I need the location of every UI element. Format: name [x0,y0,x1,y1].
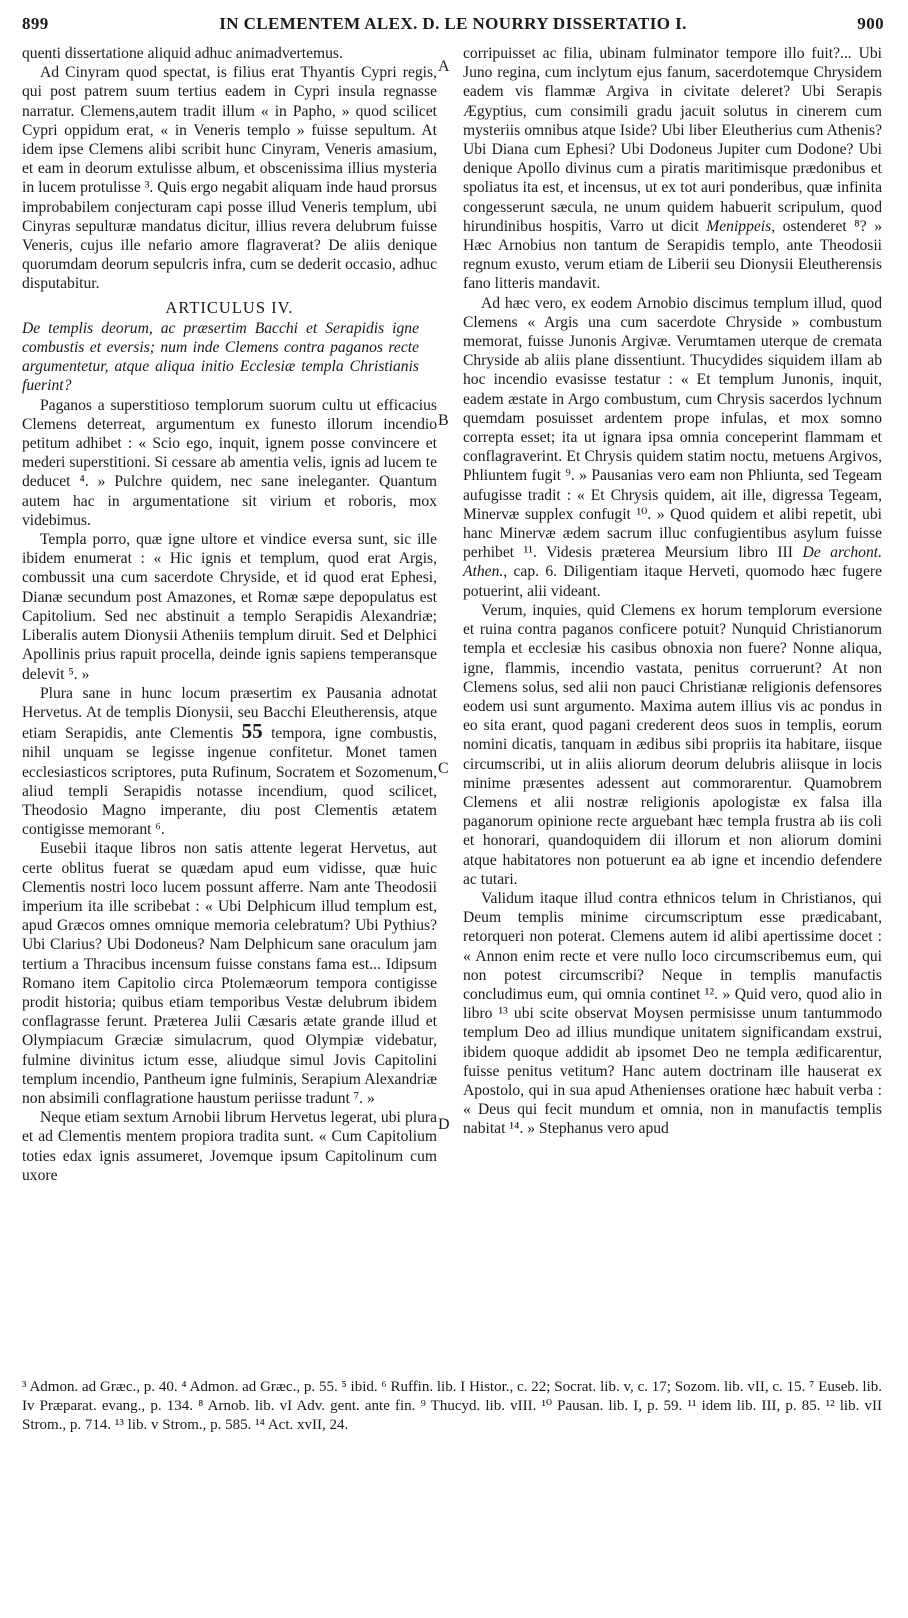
footnotes: ³ Admon. ad Græc., p. 40. ⁴ Admon. ad Græc., p. 55. ⁵ ibid. ⁶ Ruffin. lib. I Histor., c. 22; Socrat. lib. v, c. 17; Sozom. lib. vII, c. 15. ⁷ Euseb. lib. Iv Præparat. evang., p. 134. ⁸ Arnob. lib. vI Adv. gent. ante fin. ⁹ Thucyd. lib. vIII. ¹⁰ Pausan. lib. I, p. 59. ¹¹ idem lib. III, p. 85. ¹² lib. vII Strom., p. 714. ¹³ lib. v Strom., p. 585. ¹⁴ Act. xvII, 24. [22,1379,882,1433]
left-column [22,44,437,1185]
paragraph-text: Ad hæc vero, ex eodem Arnobio discimus templum illud, quod Clemens « Argis una cum sacerdote Chryside » combustum memorat, fuisse Junonis Argivæ. Verumtamen uterque de cremata Chryside ab aliis plane dissentiunt. Thucydides siquidem illam ab hoc incendio evasisse testatur : « Et templum Junonis, inquit, eadem æstate in Argo combustum, cum Chrysis sacerdos lychnum quemdam posuisset ardentem prope infulas, et mox somno correpta esset; ita ut ignara ipsa omnia conceperint flammam et conflagraverint. Et Chrysis quidem statim noctu, metuens Argivos, Phliuntem fugit ⁹. » Pausanias vero eam non Phliunta, sed Tegeam aufugisse tradit : « Et Chrysis quidem, ait ille, digressa Tegeam, Minervæ supplex confugit ¹⁰. » Quod quidem et alibi repetit, ubi hanc Minervæ ædem sacrum illuc confugientibus asylum fuisse perhibet ¹¹. Videsis præterea Meursium libro III [463,294,882,562]
paragraph: quenti dissertatione aliquid adhuc animadvertemus. [22,45,343,62]
right-page-number: 900 [857,14,884,33]
paragraph [463,294,882,601]
page-header [22,14,884,40]
paragraph-text: Plura sane in hunc locum præsertim ex Pausania adnotat Hervetus. At de templis Dionysii, seu Bacchi Eleutherensis, atque etiam Serapidis, ante Clementis [22,684,437,743]
italic-title: Menippeis [706,217,772,235]
edition-page-number: 55 [241,719,263,744]
paragraph [22,684,437,840]
paragraph: Ad Cinyram quod spectat, is filius erat Thyantis Cypri regis, qui post patrem suum tertius eadem in Cypri insula regnasse narratur. Clemens,autem tradit illum « in Papho, » quod scilicet Cypri oppidum erat, « in Veneris templo » fuisse sepultum. At idem ipse Clemens alibi scribit hunc Cinyram, Veneris amasium, et eam in deorum extulisse album, et obscenissima illius mysteria in lucem protulisse ³. Quis ergo negabit aliquam inde haud prorsus improbabilem conjecturam capi posse illud Veneris templum, ubi Cinyras sepulturæ mandatus dicitur, illius revera delubrum fuisse Veneris, cujus ille nefario amore flagraverat? De aliis denique quorumdam deorum sepulcris infra, cum se dederit occasio, adhuc disputabitur. [22,64,437,293]
paragraph [463,44,882,294]
paragraph: Verum, inquies, quid Clemens ex horum templorum eversione et ruina contra paganos conficere potuit? Nunquid Christianorum templa et ecclesiæ his casibus obnoxia non fuere? Nonne aliqua, igne, flammis, incendio vastata, penitus corruerunt? At non Clemens solus, sed alii non pauci Christianæ religionis defensores eodem usi sunt argumento. Maxima autem illius vis ac pondus in eo sita erant, quod pagani crederent deos suos in templis, eorum nomini dicatis, tanquam in ædibus sibi propriis ita habitare, iisque circumscribi, ut in aliis aliorum deorum delubris aliisque in locis minime præsentes adessent aut commorarentur. Quamobrem Clemens et alii nostræ religionis apologistæ ex falsa illa paganorum opinione recte arguebant hæc templa frustra ab iis coli et honorari, quandoquidem dii illorum et non aliorum domini atque habitatores non potuerunt ea ab igne et incendio defendere ac tutari. [463,601,882,888]
paragraph-text: , ostenderet ⁸? » Hæc Arnobius non tantum de Serapidis templo, ante Theodosii regnum exusto, verum etiam de Liberii seu Dionysii Eleutherensis fano litteris mandavit. [463,217,882,293]
paragraph: Eusebii itaque libros non satis attente legerat Hervetus, aut certe oblitus fuerat se quædam apud eum vidisse, quæ huic Clementis nostri loco lucem possunt afferre. Nam ante Theodosii imperium ita ille scribebat : « Ubi Delphicum illud templum est, apud Græcos omnes omnique memoria celebratum? Ubi Pythius? Ubi Clarius? Ubi Dodoneus? Nam Delphicum sane oraculum jam tertium a Thracibus incensum fuisse constans fama est... Idipsum Romano item Capitolio circa Ptolemæorum tempora contigisse prodit historia; quibus etiam temporibus Vestæ delubrum ibidem conflagrasse ferunt. Præterea Julii Cæsaris ætate grande illud et Olympiacum Græciæ simulacrum, quod Olympiæ videbatur, fulmine divinitus ictum esse, aliudque simul Jovis Capitolini templum incendio, Pantheum igne fulminis, Serapium Alexandriæ non absimili conflagratione haustum periisse tradunt ⁷. » [22,840,437,1107]
right-column [463,44,882,1139]
italic-title: De archont. Athen. [463,544,882,581]
paragraph-text: tempora, igne combustis, nihil unquam se legisse ingenue confitetur. Monet tamen ecclesiasticos scriptores, puta Rufinum, Socratem et Sozomenum, aliud templi Serapidis notasse incendium, quod scilicet, Theodosio Magno imperante, diu post Clementis ætatem contigisse memorant ⁶. [22,725,437,839]
running-title: IN CLEMENTEM ALEX. D. LE NOURRY DISSERTATIO I. [219,14,687,33]
paragraph-text: , cap. 6. Diligentiam itaque Herveti, quomodo hæc fugere potuerint, alii videant. [463,563,882,600]
section-marker-a: A [438,58,450,75]
section-marker-c: C [438,760,449,777]
left-page-number: 899 [22,14,49,33]
section-marker-d: D [438,1116,450,1133]
paragraph-text: corripuisset ac filia, ubinam fulminator tempore illo fuit?... Ubi Juno regina, cum inclytum ejus fanum, sacerdotemque Chrysidem eadem vis flammæ Argiva in civitate deleret? Ubi Serapis Ægyptius, cum consimili gradu jacuit solutus in cinerem cum mysteriis omnibus atque Iside? Ubi liber Eleutherius cum Athenis? Ubi Diana cum Ephesi? Ubi Dodoneus Jupiter cum Dodone? Ubi denique Apollo divinus cum a piratis maritimisque prædonibus et spoliatus ita est, et incensus, ut ex tot auri ponderibus, quæ infinita congesserunt sæcula, ne unum quidem habuerit scripulum, quod hirundinibus hospitis, Varro ut dicit [463,45,882,235]
article-subtitle: De templis deorum, ac præsertim Bacchi et Serapidis igne combustis et eversis; num inde Clemens contra paganos recte argumentetur, atque aliqua initio Ecclesiæ templa Christianis fuerint? [22,319,419,395]
paragraph: Paganos a superstitioso templorum suorum cultu ut efficacius Clemens deterreat, argumentum ex funesto illorum incendio petitum adhibet : « Scio ego, inquit, ignem posse convincere et mederi superstitioni. Si cessare ab amentia velis, ignis ad lucem te deducet ⁴. » Pulchre quidem, nec sane ineleganter. Quantum autem hac in argumentatione sit virium et roboris, mox videbimus. [22,396,437,529]
paragraph: Validum itaque illud contra ethnicos telum in Christianos, qui Deum templis minime circumscriptum esse prædicabant, retorqueri non poterat. Clemens autem id alibi apertissime docet : « Annon enim recte et vere nullo loco circumscribemus eum, qui non potest circumscribi? Neque in templis manufactis concludimus eum, qui omnia continet ¹². » Quid vero, quod alio in libro ¹³ ubi scite observat Moysen permisisse unum tantummodo templum Deo ad illius mundique unitatem significandam exstrui, ibidem quoque addidit ab ipsomet Deo ne templa ædificarentur, fuisse penitus vetitum? Hanc autem doctrinam ille hauserat ex Apostolo, qui in sua apud Athenienses oratione hæc habuit verba : « Deus qui fecit mundum et omnia, non in manufactis templis nabitat ¹⁴. » Stephanus vero apud [463,889,882,1138]
section-marker-b: B [438,412,449,429]
article-heading: ARTICULUS IV. [165,297,294,317]
paragraph: Templa porro, quæ igne ultore et vindice eversa sunt, sic ille ibidem enumerat : « Hic ignis et templum, quod erat Argis, combussit una cum sacerdote Chryside, et id quod erat Ephesi, Dianæ secundum post Amazones, et Romæ sæpe depopulatus est Capitolium. Sed nec abstinuit a templo Serapidis Alexandriæ; Liberalis autem Dionysii Atheniis templum diruit. Sed et Delphici Apollinis prius rapuit procella, deinde ignis sapiens temperansque delevit ⁵. » [22,531,437,683]
paragraph: Neque etiam sextum Arnobii librum Hervetus legerat, ubi plura et ad Clementis mentem propiora tradita sunt. « Cum Capitolium toties edax ignis assumeret, Jovemque ipsum Capitolinum cum uxore [22,1109,437,1184]
